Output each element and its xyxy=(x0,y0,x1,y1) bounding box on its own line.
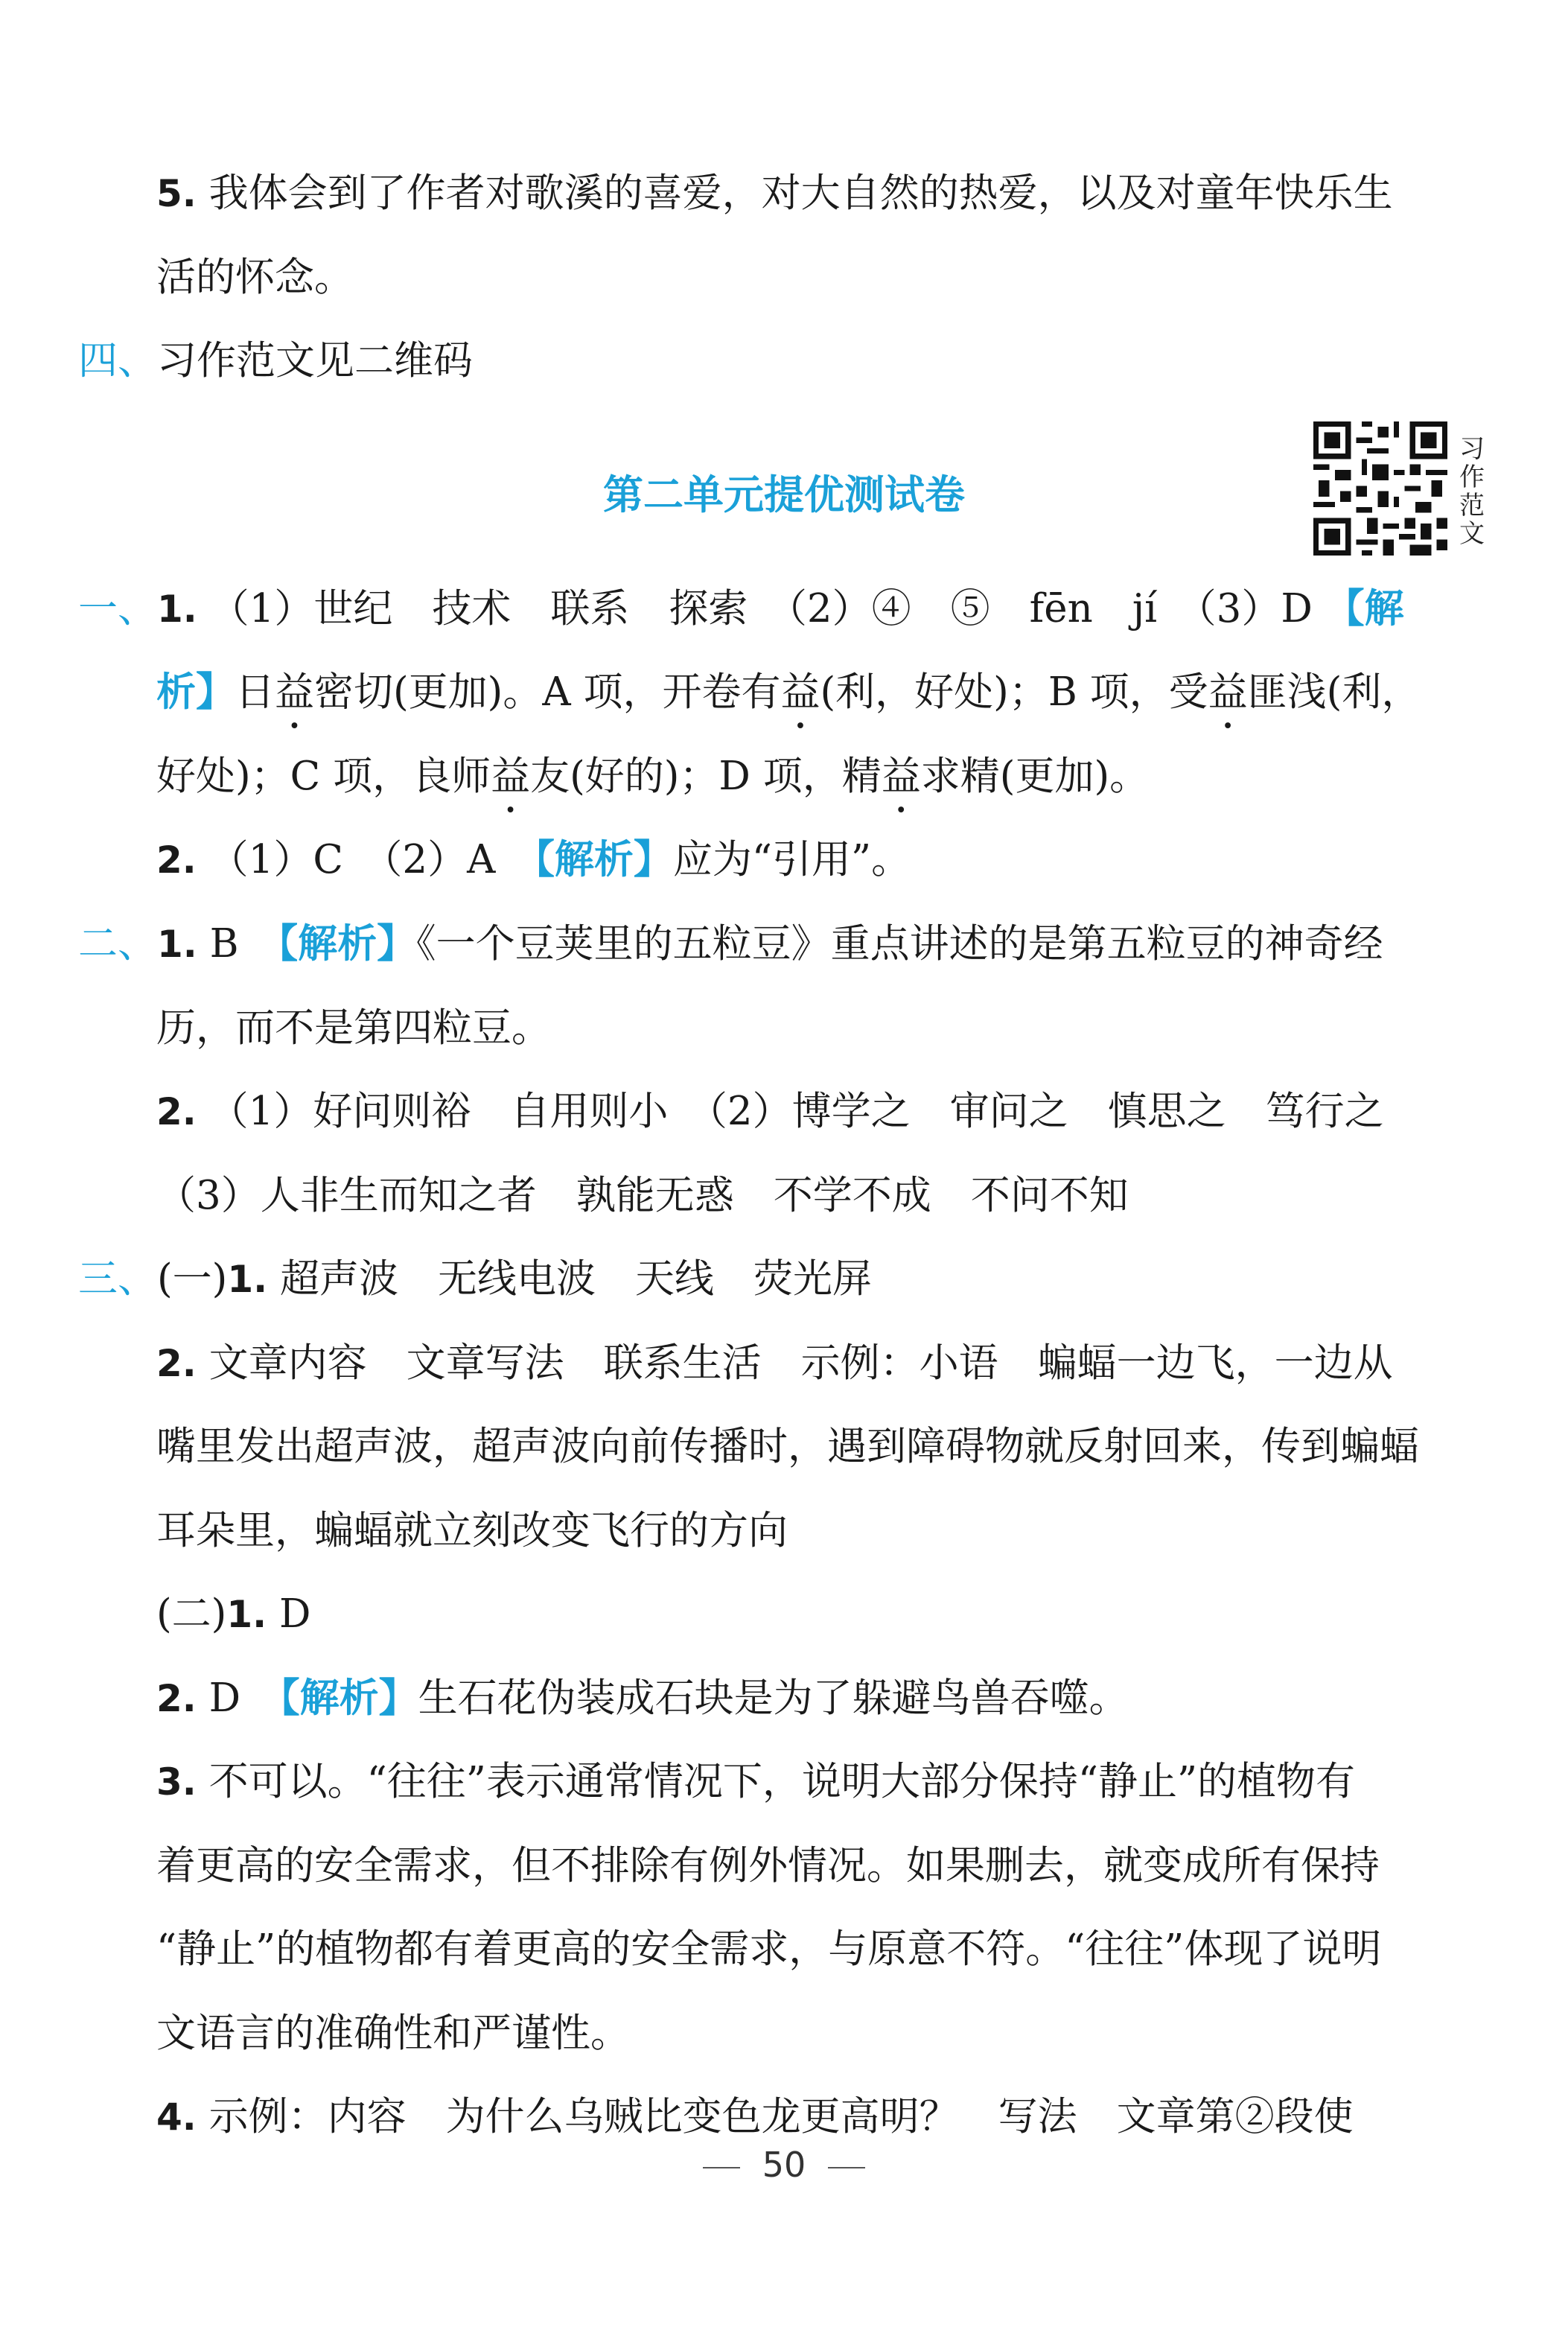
s3-p2-q1: (二)1. D xyxy=(156,1591,311,1637)
s3-p2-q3-line1: 3. 不可以。“往往”表示通常情况下，说明大部分保持“静止”的植物有 xyxy=(156,1759,1356,1804)
section-4: 四、习作范文见二维码 xyxy=(78,338,473,384)
s2-q1-line1: 二、1. B 【解析】《一个豆荚里的五粒豆》重点讲述的是第五粒豆的神奇经 xyxy=(78,921,1383,967)
q5-line1: 5. 我体会到了作者对歌溪的喜爱，对大自然的热爱，以及对童年快乐生 xyxy=(156,171,1393,216)
page-number-dash-right xyxy=(828,2167,865,2168)
s3-q2-line3: 耳朵里，蝙蝠就立刻改变飞行的方向 xyxy=(156,1508,788,1553)
page-title: 第二单元提优测试卷 xyxy=(603,471,965,518)
s2-q1-line2: 历，而不是第四粒豆。 xyxy=(156,1005,551,1051)
s1-q1-line1: 一、1. （1）世纪 技术 联系 探索 （2）④ ⑤ fēn jí （3）D 【解 xyxy=(78,586,1404,631)
s2-q2-line1: 2. （1）好问则裕 自用则小 （2）博学之 审问之 慎思之 笃行之 xyxy=(156,1089,1384,1134)
q5-line2: 活的怀念。 xyxy=(156,255,354,300)
s3-q2-line2: 嘴里发出超声波，超声波向前传播时，遇到障碍物就反射回来，传到蝙蝠 xyxy=(156,1424,1419,1469)
s3-q1: 三、(一)1. 超声波 无线电波 天线 荧光屏 xyxy=(78,1256,873,1302)
qr-label: 习 作 范 文 xyxy=(1459,434,1485,549)
qr-code-icon[interactable] xyxy=(1313,421,1447,556)
s3-p2-q3-line2: 着更高的安全需求，但不排除有例外情况。如果删去，就变成所有保持 xyxy=(156,1843,1380,1888)
s3-p2-q2: 2. D 【解析】生石花伪装成石块是为了躲避鸟兽吞噬。 xyxy=(156,1676,1129,1721)
s3-p2-q3-line4: 文语言的准确性和严谨性。 xyxy=(156,2011,630,2056)
s1-q1-line2: 析】日益密切(更加)。A 项，开卷有益(利，好处)；B 项，受益匪浅(利， xyxy=(156,669,1421,715)
s3-q2-line1: 2. 文章内容 文章写法 联系生活 示例：小语 蝙蝠一边飞，一边从 xyxy=(156,1340,1393,1386)
s1-q1-line3: 好处)；C 项，良师益友(好的)；D 项，精益求精(更加)。 xyxy=(156,754,1150,799)
s3-p2-q4-line1: 4. 示例：内容 为什么乌贼比变色龙更高明？ 写法 文章第②段使 xyxy=(156,2094,1354,2139)
page-number-dash-left xyxy=(703,2167,740,2168)
page-number: 50 xyxy=(0,2145,1568,2185)
s1-q2: 2. （1）C （2）A 【解析】应为“引用”。 xyxy=(156,837,911,882)
s3-p2-q3-line3: “静止”的植物都有着更高的安全需求，与原意不符。“往往”体现了说明 xyxy=(156,1926,1382,1972)
s2-q2-line2: （3）人非生而知之者 孰能无惑 不学不成 不问不知 xyxy=(156,1173,1129,1218)
